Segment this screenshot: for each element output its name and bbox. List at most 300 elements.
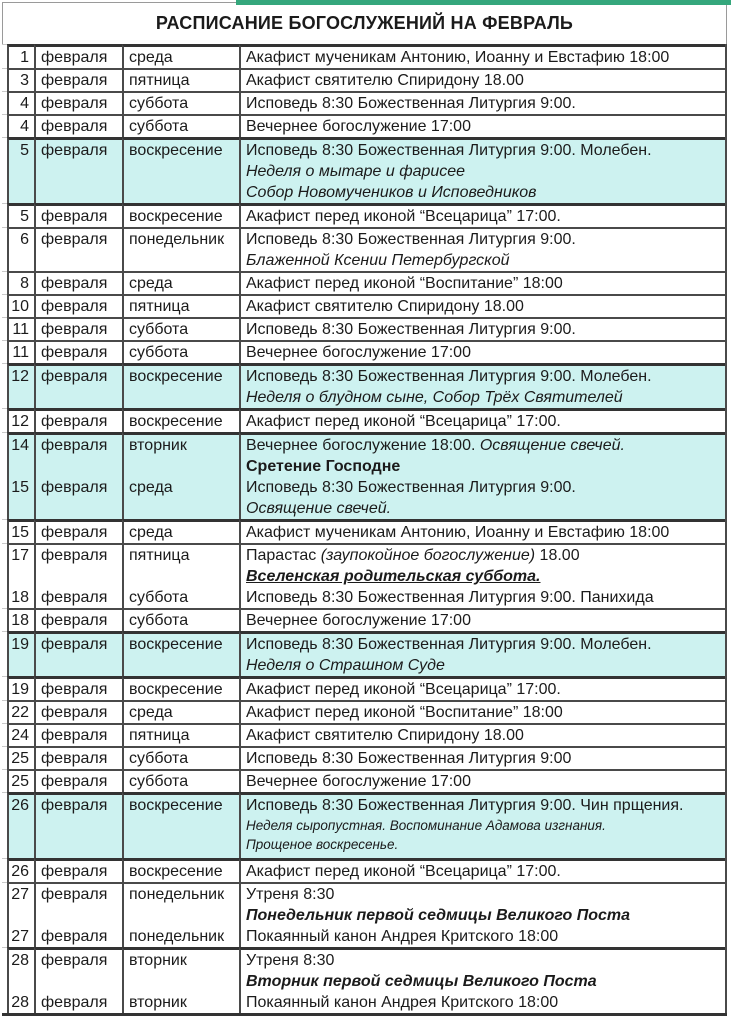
schedule-table <box>2 44 727 1016</box>
cell-line: февраля <box>41 321 108 338</box>
cell-line <box>41 971 119 992</box>
cell-line: 18 <box>11 612 29 629</box>
service-line <box>246 522 722 543</box>
schedule-row <box>2 676 727 700</box>
service-line <box>246 816 722 835</box>
cell-line: среда <box>129 479 173 496</box>
services-cell <box>239 769 725 792</box>
service-line <box>246 411 722 432</box>
service-line <box>246 771 722 792</box>
services-cell <box>239 408 725 432</box>
service-text-run: Исповедь 8:30 Божественная Литургия 9:00 <box>246 750 572 767</box>
date-cell <box>7 294 34 317</box>
service-line <box>246 93 722 114</box>
cell-line: суббота <box>129 589 189 606</box>
weekday-cell <box>122 91 239 114</box>
service-text-run: Парастас <box>246 547 321 564</box>
date-cell <box>7 676 34 700</box>
date-cell <box>7 137 34 203</box>
services-cell <box>239 271 725 294</box>
services-cell <box>239 44 725 68</box>
weekday-cell <box>122 68 239 91</box>
cell-line: понедельник <box>129 231 225 248</box>
schedule-row <box>2 271 727 294</box>
schedule-row <box>2 203 727 227</box>
service-text-run: Исповедь 8:30 Божественная Литургия 9:00. <box>246 321 576 338</box>
cell-line: февраля <box>41 681 108 698</box>
month-cell <box>34 882 122 947</box>
month-cell <box>34 947 122 1013</box>
date-cell <box>7 700 34 723</box>
cell-line: среда <box>129 49 173 66</box>
month-cell <box>34 91 122 114</box>
month-cell <box>34 746 122 769</box>
cell-line: февраля <box>41 142 108 159</box>
services-cell <box>239 203 725 227</box>
service-text-run: Акафист перед иконой “Всецарица” 17:00. <box>246 863 561 880</box>
schedule-row <box>2 631 727 676</box>
cell-line <box>41 456 119 477</box>
month-cell <box>34 631 122 676</box>
cell-line: февраля <box>41 750 108 767</box>
cell-line: суббота <box>129 612 189 629</box>
weekday-cell <box>122 543 239 608</box>
service-line <box>246 926 722 947</box>
title-box <box>2 2 727 44</box>
service-text-run: Акафист перед иконой “Всецарица” 17:00. <box>246 413 561 430</box>
services-cell <box>239 91 725 114</box>
date-cell <box>7 363 34 408</box>
cell-line: февраля <box>41 612 108 629</box>
cell-line: февраля <box>41 49 108 66</box>
cell-line: февраля <box>41 589 108 606</box>
weekday-cell <box>122 408 239 432</box>
schedule-row <box>2 363 727 408</box>
cell-line: 11 <box>12 344 29 361</box>
date-cell <box>7 44 34 68</box>
service-text-run: Акафист мученикам Антонию, Иоанну и Евстафию 18:00 <box>246 49 670 66</box>
schedule-row <box>2 408 727 432</box>
weekday-cell <box>122 700 239 723</box>
cell-line: 5 <box>20 208 29 225</box>
month-cell <box>34 608 122 631</box>
date-cell <box>7 271 34 294</box>
cell-line: 26 <box>11 863 29 880</box>
weekday-cell <box>122 519 239 543</box>
service-text-run: Акафист святителю Спиридону 18.00 <box>246 298 524 315</box>
cell-line: февраля <box>41 118 108 135</box>
cell-line <box>129 456 236 477</box>
weekday-cell <box>122 723 239 746</box>
schedule-row <box>2 114 727 137</box>
cell-line: воскресение <box>129 681 223 698</box>
service-line <box>246 950 722 971</box>
services-cell <box>239 294 725 317</box>
services-cell <box>239 631 725 676</box>
service-text-run: Акафист святителю Спиридону 18.00 <box>246 72 524 89</box>
cell-line: февраля <box>41 208 108 225</box>
weekday-cell <box>122 858 239 882</box>
cell-line: воскресение <box>129 863 223 880</box>
service-text-run: Неделя о мытаре и фарисее <box>246 163 466 180</box>
weekday-cell <box>122 227 239 271</box>
service-line <box>246 884 722 905</box>
service-line <box>246 250 722 271</box>
cell-line: февраля <box>41 368 108 385</box>
cell-line: воскресение <box>129 208 223 225</box>
date-cell <box>7 723 34 746</box>
cell-line: 27 <box>11 928 29 945</box>
date-cell <box>7 203 34 227</box>
cell-line: 1 <box>20 49 29 66</box>
service-text-run: Сретение Господне <box>246 458 401 475</box>
weekday-cell <box>122 792 239 858</box>
service-line <box>246 456 722 477</box>
services-cell <box>239 882 725 947</box>
month-cell <box>34 227 122 271</box>
service-text-run: Неделя о блудном сыне, Собор Трёх Святителей <box>246 389 623 406</box>
month-cell <box>34 432 122 519</box>
month-cell <box>34 294 122 317</box>
service-text-run: Акафист святителю Спиридону 18.00 <box>246 727 524 744</box>
month-cell <box>34 68 122 91</box>
cell-line: 22 <box>11 704 29 721</box>
service-line <box>246 182 722 203</box>
month-cell <box>34 408 122 432</box>
schedule-row <box>2 543 727 608</box>
services-cell <box>239 947 725 1013</box>
date-cell <box>7 746 34 769</box>
month-cell <box>34 271 122 294</box>
service-line <box>246 587 722 608</box>
cell-line: февраля <box>41 437 108 454</box>
cell-line: воскресение <box>129 413 223 430</box>
schedule-row <box>2 294 727 317</box>
service-text-run: Вечернее богослужение 17:00 <box>246 118 471 135</box>
cell-line: 28 <box>11 952 29 969</box>
date-cell <box>7 631 34 676</box>
service-line <box>246 545 722 566</box>
cell-line <box>41 905 119 926</box>
month-cell <box>34 317 122 340</box>
services-cell <box>239 792 725 858</box>
date-cell <box>7 68 34 91</box>
date-cell <box>7 408 34 432</box>
schedule-row <box>2 608 727 631</box>
cell-line: суббота <box>129 773 189 790</box>
service-line <box>246 161 722 182</box>
cell-line <box>129 905 236 926</box>
weekday-cell <box>122 769 239 792</box>
cell-line: пятница <box>129 298 190 315</box>
weekday-cell <box>122 340 239 363</box>
schedule-row <box>2 137 727 203</box>
weekday-cell <box>122 137 239 203</box>
cell-line: 18 <box>11 589 29 606</box>
schedule-row <box>2 858 727 882</box>
cell-line: понедельник <box>129 928 225 945</box>
month-cell <box>34 519 122 543</box>
cell-line: 25 <box>11 773 29 790</box>
service-text-run: Неделя сыропустная. Воспоминание Адамова изгнания. <box>246 818 606 833</box>
service-text-run: Исповедь 8:30 Божественная Литургия 9:00. Молебен. <box>246 368 652 385</box>
cell-line: февраля <box>41 547 108 564</box>
date-cell <box>7 519 34 543</box>
month-cell <box>34 203 122 227</box>
weekday-cell <box>122 746 239 769</box>
cell-line: 4 <box>20 118 29 135</box>
cell-line: февраля <box>41 863 108 880</box>
cell-line: понедельник <box>129 886 225 903</box>
service-text-run: (заупокойное богослужение) <box>320 547 536 564</box>
schedule-row <box>2 746 727 769</box>
date-cell <box>7 227 34 271</box>
cell-line: февраля <box>41 928 108 945</box>
cell-line: февраля <box>41 298 108 315</box>
cell-line <box>9 456 29 477</box>
service-text-run: Исповедь 8:30 Божественная Литургия 9:00. <box>246 95 576 112</box>
service-line <box>246 702 722 723</box>
cell-line: февраля <box>41 275 108 292</box>
service-text-run: Вторник первой седмицы Великого Поста <box>246 973 597 990</box>
service-text-run: Вечернее богослужение 18:00. <box>246 437 480 454</box>
cell-line: 15 <box>11 524 29 541</box>
cell-line: 19 <box>11 681 29 698</box>
services-cell <box>239 746 725 769</box>
service-line <box>246 566 722 587</box>
service-text-run: Освящение свечей. <box>246 500 392 517</box>
service-line <box>246 342 722 363</box>
service-text-run: Собор Новомучеников и Исповедников <box>246 184 537 201</box>
cell-line: вторник <box>129 437 187 454</box>
cell-line: 19 <box>11 636 29 653</box>
service-line <box>246 366 722 387</box>
date-cell <box>7 91 34 114</box>
schedule-row <box>2 723 727 746</box>
service-line <box>246 435 722 456</box>
cell-line: 8 <box>20 275 29 292</box>
service-text-run: Утреня 8:30 <box>246 952 335 969</box>
cell-line: среда <box>129 524 173 541</box>
service-text-run: Исповедь 8:30 Божественная Литургия 9:00. <box>246 479 576 496</box>
cell-line <box>9 566 29 587</box>
service-line <box>246 206 722 227</box>
cell-line: февраля <box>41 886 108 903</box>
service-text-run: Вечернее богослужение 17:00 <box>246 612 471 629</box>
cell-line: 11 <box>12 321 29 338</box>
schedule-row <box>2 317 727 340</box>
service-line <box>246 795 722 816</box>
weekday-cell <box>122 676 239 700</box>
cell-line: февраля <box>41 413 108 430</box>
cell-line: 17 <box>11 547 29 564</box>
service-line <box>246 610 722 631</box>
cell-line: воскресение <box>129 636 223 653</box>
weekday-cell <box>122 947 239 1013</box>
service-line <box>246 70 722 91</box>
date-cell <box>7 769 34 792</box>
service-line <box>246 861 722 882</box>
month-cell <box>34 363 122 408</box>
service-text-run: Вечернее богослужение 17:00 <box>246 344 471 361</box>
service-line <box>246 477 722 498</box>
services-cell <box>239 68 725 91</box>
cell-line: февраля <box>41 704 108 721</box>
weekday-cell <box>122 271 239 294</box>
service-line <box>246 748 722 769</box>
service-text-run: Покаянный канон Андрея Критского 18:00 <box>246 928 559 945</box>
cell-line <box>129 566 236 587</box>
services-cell <box>239 227 725 271</box>
services-cell <box>239 723 725 746</box>
cell-line: февраля <box>41 231 108 248</box>
services-cell <box>239 432 725 519</box>
cell-line <box>9 971 29 992</box>
month-cell <box>34 44 122 68</box>
service-text-run: Прощеное воскресенье. <box>246 837 399 852</box>
weekday-cell <box>122 44 239 68</box>
schedule-row <box>2 882 727 947</box>
weekday-cell <box>122 317 239 340</box>
weekday-cell <box>122 114 239 137</box>
weekday-cell <box>122 363 239 408</box>
cell-line: февраля <box>41 344 108 361</box>
schedule-row <box>2 769 727 792</box>
service-line <box>246 116 722 137</box>
cell-line: 14 <box>11 437 29 454</box>
cell-line: пятница <box>129 727 190 744</box>
service-text-run: Акафист перед иконой “Воспитание” 18:00 <box>246 704 563 721</box>
date-cell <box>7 340 34 363</box>
service-text-run: Понедельник первой седмицы Великого Поста <box>246 907 631 924</box>
service-text-run: Вечернее богослужение 17:00 <box>246 773 471 790</box>
date-cell <box>7 317 34 340</box>
service-line <box>246 655 722 676</box>
service-line <box>246 387 722 408</box>
cell-line: суббота <box>129 750 189 767</box>
cell-line: 3 <box>20 72 29 89</box>
services-cell <box>239 519 725 543</box>
date-cell <box>7 608 34 631</box>
cell-line: 28 <box>11 994 29 1011</box>
cell-line: февраля <box>41 727 108 744</box>
service-text-run: Вселенская родительская суббота. <box>246 568 541 585</box>
cell-line: февраля <box>41 479 108 496</box>
service-line <box>246 835 722 854</box>
date-cell <box>7 543 34 608</box>
service-line <box>246 498 722 519</box>
services-cell <box>239 317 725 340</box>
month-cell <box>34 543 122 608</box>
date-cell <box>7 432 34 519</box>
service-text-run: Исповедь 8:30 Божественная Литургия 9:00. Панихида <box>246 589 654 606</box>
schedule-row <box>2 227 727 271</box>
service-text-run: Акафист перед иконой “Воспитание” 18:00 <box>246 275 563 292</box>
month-cell <box>34 114 122 137</box>
service-line <box>246 319 722 340</box>
services-cell <box>239 700 725 723</box>
service-text-run: Исповедь 8:30 Божественная Литургия 9:00. Молебен. <box>246 636 652 653</box>
service-line <box>246 229 722 250</box>
month-cell <box>34 340 122 363</box>
cell-line: суббота <box>129 321 189 338</box>
schedule-row <box>2 792 727 858</box>
cell-line: вторник <box>129 994 187 1011</box>
service-line <box>246 971 722 992</box>
schedule-row <box>2 68 727 91</box>
schedule-row <box>2 519 727 543</box>
weekday-cell <box>122 203 239 227</box>
cell-line: февраля <box>41 72 108 89</box>
cell-line: 24 <box>11 727 29 744</box>
cell-line: февраля <box>41 95 108 112</box>
services-cell <box>239 363 725 408</box>
schedule-row <box>2 700 727 723</box>
service-text-run: Акафист мученикам Антонию, Иоанну и Евстафию 18:00 <box>246 524 670 541</box>
month-cell <box>34 676 122 700</box>
month-cell <box>34 858 122 882</box>
cell-line: февраля <box>41 524 108 541</box>
cell-line: среда <box>129 704 173 721</box>
cell-line: пятница <box>129 72 190 89</box>
cell-line: 12 <box>11 413 29 430</box>
service-text-run: Блаженной Ксении Петербургской <box>246 252 510 269</box>
cell-line: 26 <box>11 797 29 814</box>
service-text-run: Неделя о Страшном Суде <box>246 657 445 674</box>
weekday-cell <box>122 631 239 676</box>
services-cell <box>239 608 725 631</box>
cell-line: февраля <box>41 797 108 814</box>
cell-line: суббота <box>129 344 189 361</box>
cell-line: среда <box>129 275 173 292</box>
service-text-run: Освящение свечей. <box>479 437 625 454</box>
weekday-cell <box>122 882 239 947</box>
cell-line: февраля <box>41 773 108 790</box>
services-cell <box>239 137 725 203</box>
cell-line: суббота <box>129 95 189 112</box>
cell-line: 27 <box>11 886 29 903</box>
cell-line: 10 <box>11 298 29 315</box>
page-title: РАСПИСАНИЕ БОГОСЛУЖЕНИЙ НА ФЕВРАЛЬ <box>155 13 574 33</box>
services-cell <box>239 858 725 882</box>
cell-line <box>129 971 236 992</box>
service-text-run: Акафист перед иконой “Всецарица” 17:00. <box>246 208 561 225</box>
schedule-row <box>2 44 727 68</box>
date-cell <box>7 947 34 1013</box>
cell-line: вторник <box>129 952 187 969</box>
cell-line: 5 <box>20 142 29 159</box>
cell-line: 12 <box>11 368 29 385</box>
cell-line <box>9 905 29 926</box>
month-cell <box>34 137 122 203</box>
month-cell <box>34 723 122 746</box>
service-text-run: 18.00 <box>535 547 580 564</box>
month-cell <box>34 700 122 723</box>
services-cell <box>239 340 725 363</box>
weekday-cell <box>122 608 239 631</box>
service-text-run: Исповедь 8:30 Божественная Литургия 9:00. Молебен. <box>246 142 652 159</box>
cell-line: февраля <box>41 636 108 653</box>
service-text-run: Исповедь 8:30 Божественная Литургия 9:00. <box>246 231 576 248</box>
service-line <box>246 140 722 161</box>
date-cell <box>7 792 34 858</box>
service-line <box>246 905 722 926</box>
schedule-row <box>2 91 727 114</box>
cell-line: пятница <box>129 547 190 564</box>
cell-line: февраля <box>41 952 108 969</box>
cell-line: 25 <box>11 750 29 767</box>
month-cell <box>34 769 122 792</box>
